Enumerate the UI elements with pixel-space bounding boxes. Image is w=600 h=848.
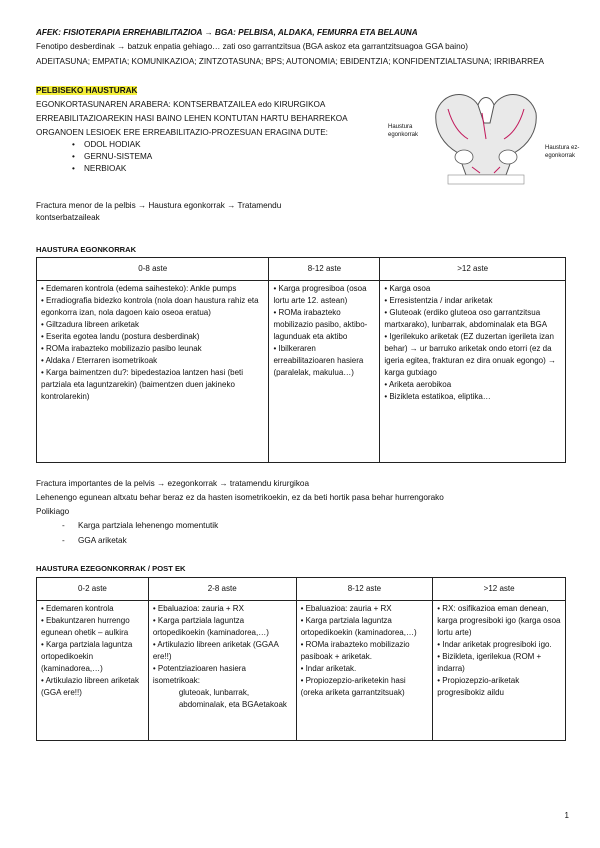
cell-line: • Aldaka / Eterraren isometrikoak xyxy=(41,356,158,365)
table-cell xyxy=(296,601,433,741)
column-header: 0-2 aste xyxy=(37,578,149,601)
column-header: 8-12 aste xyxy=(296,578,433,601)
stable-table xyxy=(36,257,566,463)
cell-line: • ROMa irabazteko mobilizazio pasibo leunak xyxy=(41,344,202,353)
figure-label-stable: Haustura egonkorrak xyxy=(388,124,419,138)
stable-heading: HAUSTURA EGONKORRAK xyxy=(36,245,137,254)
list-item: • ODOL HODIAK xyxy=(72,139,152,151)
cell-line: • Ebaluazioa: zauria + RX xyxy=(300,604,392,613)
cell-line: gluteoak, lunbarrak, abdominalak, eta BGAetakoak xyxy=(178,688,287,709)
cell-line: • ROMa irabazteko mobilizazio pasiboak + ariketak. xyxy=(300,640,410,661)
cell-line: • Bizikleta estatikoa, eliptika… xyxy=(384,392,491,401)
pelvis-line-1: EGONKORTASUNAREN ARABERA: KONTSERBATZAILEA edo KIRURGIKOA xyxy=(36,100,326,109)
column-header: 0-8 aste xyxy=(37,258,269,281)
cell-line: • Ariketa aerobikoa xyxy=(384,380,452,389)
cell-line: • Karga baimentzen du?: bipedestazioa lantzen hasi (beti partziala eta laguntzarekin) (baimentzen duen jakineko kontrolarekin) xyxy=(41,368,244,401)
table-row xyxy=(37,601,566,741)
cell-line: • Karga partziala laguntza ortopedikoekin (kaminadorea,…) xyxy=(300,616,417,637)
cell-line: • Propiozepzio-ariketekin hasi (oreka ariketa garrantzitsuak) xyxy=(300,676,406,697)
cell-line: • Karga progresiboa (osoa lortu arte 12. astean) xyxy=(273,284,367,305)
cell-line: • Eserita egotea landu (postura desberdinak) xyxy=(41,332,200,341)
unstable-intro-1: Fractura importantes de la pelvis → ezegonkorrak → tratamendu kirurgikoa xyxy=(36,479,310,488)
unstable-intro-3: Polikiago xyxy=(36,507,70,516)
intro-line-1: Fenotipo desberdinak → batzuk enpatia gehiago… zati oso garrantzitsua (BGA askoz eta garrantzitsuagoa GGA baino) xyxy=(36,42,468,51)
list-item: - Karga partziala lehenengo momentutik xyxy=(36,520,218,532)
cell-line: • Ebaluazioa: zauria + RX xyxy=(152,604,244,613)
document-title: AFEK: FISIOTERAPIA ERREHABILITAZIOA → BGA: PELBISA, ALDAKA, FEMURRA ETA BELAUNA xyxy=(36,28,418,37)
unstable-table xyxy=(36,577,566,741)
table-cell xyxy=(380,281,566,463)
cell-line: • Igerilekuko ariketak (EZ duzertan igerileta izan behar) → ur barruko ariketak ondo etorri (ez da igeria egitea, frakturan ez dira onuak egongo) → karga gutxiago xyxy=(384,332,557,377)
list-item: • NERBIOAK xyxy=(72,163,152,175)
cell-line: • Edemaren kontrola xyxy=(41,604,114,613)
table-header-row xyxy=(37,258,566,281)
table-cell xyxy=(269,281,380,463)
cell-line: • Karga osoa xyxy=(384,284,431,293)
cell-line: • Potentziazioaren hasiera isometrikoak: xyxy=(152,664,246,685)
cell-line: • Erresistentzia / indar ariketak xyxy=(384,296,493,305)
cell-line: • Indar ariketak. xyxy=(300,664,357,673)
pelvis-line-3: ORGANOEN LESIOEK ERE ERREABILITAZIO-PROZESUAN ERAGINA DUTE: xyxy=(36,128,328,137)
table-row xyxy=(37,281,566,463)
figure-label-unstable: Haustura ez-egonkorrak xyxy=(545,145,580,159)
cell-line: • Gluteoak (erdiko gluteoa oso garrantzitsua martxarako), lunbarrak, abdominalak eta BGA xyxy=(384,308,548,329)
table-cell xyxy=(37,281,269,463)
cell-line: • Karga partziala laguntza ortopedikoekin (kaminadorea,…) xyxy=(41,640,133,673)
table-cell xyxy=(37,601,149,741)
unstable-intro-2: Lehenengo egunean altxatu behar beraz ez da hasten isometrikoekin, ez da beti hortik pasa behar hurrengorako xyxy=(36,493,444,502)
cell-line: • Ebakuntzaren hurrengo egunean ohetik – aulkira xyxy=(41,616,130,637)
cell-line: • ROMa irabazteko mobilizazio pasibo, aktibo-lagunduak eta aktibo xyxy=(273,308,368,341)
cell-line: • Ibilkeraren erreabilitazioaren hasiera (paralelak, makulua…) xyxy=(273,344,364,377)
cell-line: • RX: osifikazioa eman denean, karga progresiboki igo (karga osoa lortu arte) xyxy=(437,604,561,637)
cell-line: • Karga partziala laguntza ortopedikoekin (kaminadorea,…) xyxy=(152,616,269,637)
cell-line: • Artikulazio libreen ariketak (GGA ere!!) xyxy=(41,676,139,697)
column-header: 2-8 aste xyxy=(148,578,296,601)
list-item: • GERNU-SISTEMA xyxy=(72,151,152,163)
pelvis-line-2: ERREABILITAZIOAREKIN HASI BAINO LEHEN KONTUTAN HARTU BEHARREKOA xyxy=(36,114,348,123)
unstable-dash-list xyxy=(36,520,218,547)
organ-list xyxy=(72,139,152,175)
list-item: - GGA ariketak xyxy=(36,535,218,547)
page-number: 1 xyxy=(564,811,569,821)
cell-line: • Erradiografia bidezko kontrola (nola doan haustura rahiz eta egonkorra izan, nola dagoen kaio oseoa eratua) xyxy=(41,296,259,317)
unstable-heading: HAUSTURA EZEGONKORRAK / POST EK xyxy=(36,564,186,573)
table-cell xyxy=(433,601,566,741)
stable-intro: Fractura menor de la pelbis → Haustura egonkorrak → Tratamendu kontserbatzaileak xyxy=(36,201,282,222)
pelvis-fracture-illustration xyxy=(428,83,544,186)
table-cell xyxy=(148,601,296,741)
cell-line: • Bizikleta, igerilekua (ROM + indarra) xyxy=(437,652,542,673)
cell-line: • Giltzadura libreen ariketak xyxy=(41,320,139,329)
cell-line: • Indar ariketak progresiboki igo. xyxy=(437,640,552,649)
table-header-row xyxy=(37,578,566,601)
pelvis-heading: PELBISEKO HAUSTURAK xyxy=(36,86,138,95)
cell-line: • Propiozepzio-ariketak progresibokiz aildu xyxy=(437,676,520,697)
cell-line: • Artikulazio libreen ariketak (GGAA ere!!) xyxy=(152,640,279,661)
cell-line: • Edemaren kontrola (edema saihesteko): Ankle pumps xyxy=(41,284,237,293)
column-header: >12 aste xyxy=(380,258,566,281)
column-header: 8-12 aste xyxy=(269,258,380,281)
intro-line-2: ADEITASUNA; EMPATIA; KOMUNIKAZIOA; ZINTZOTASUNA; BPS; AUTONOMIA; EBIDENTZIA; KONFIDENTZIALTASUNA; IRRIBARREA xyxy=(36,57,544,66)
column-header: >12 aste xyxy=(433,578,566,601)
